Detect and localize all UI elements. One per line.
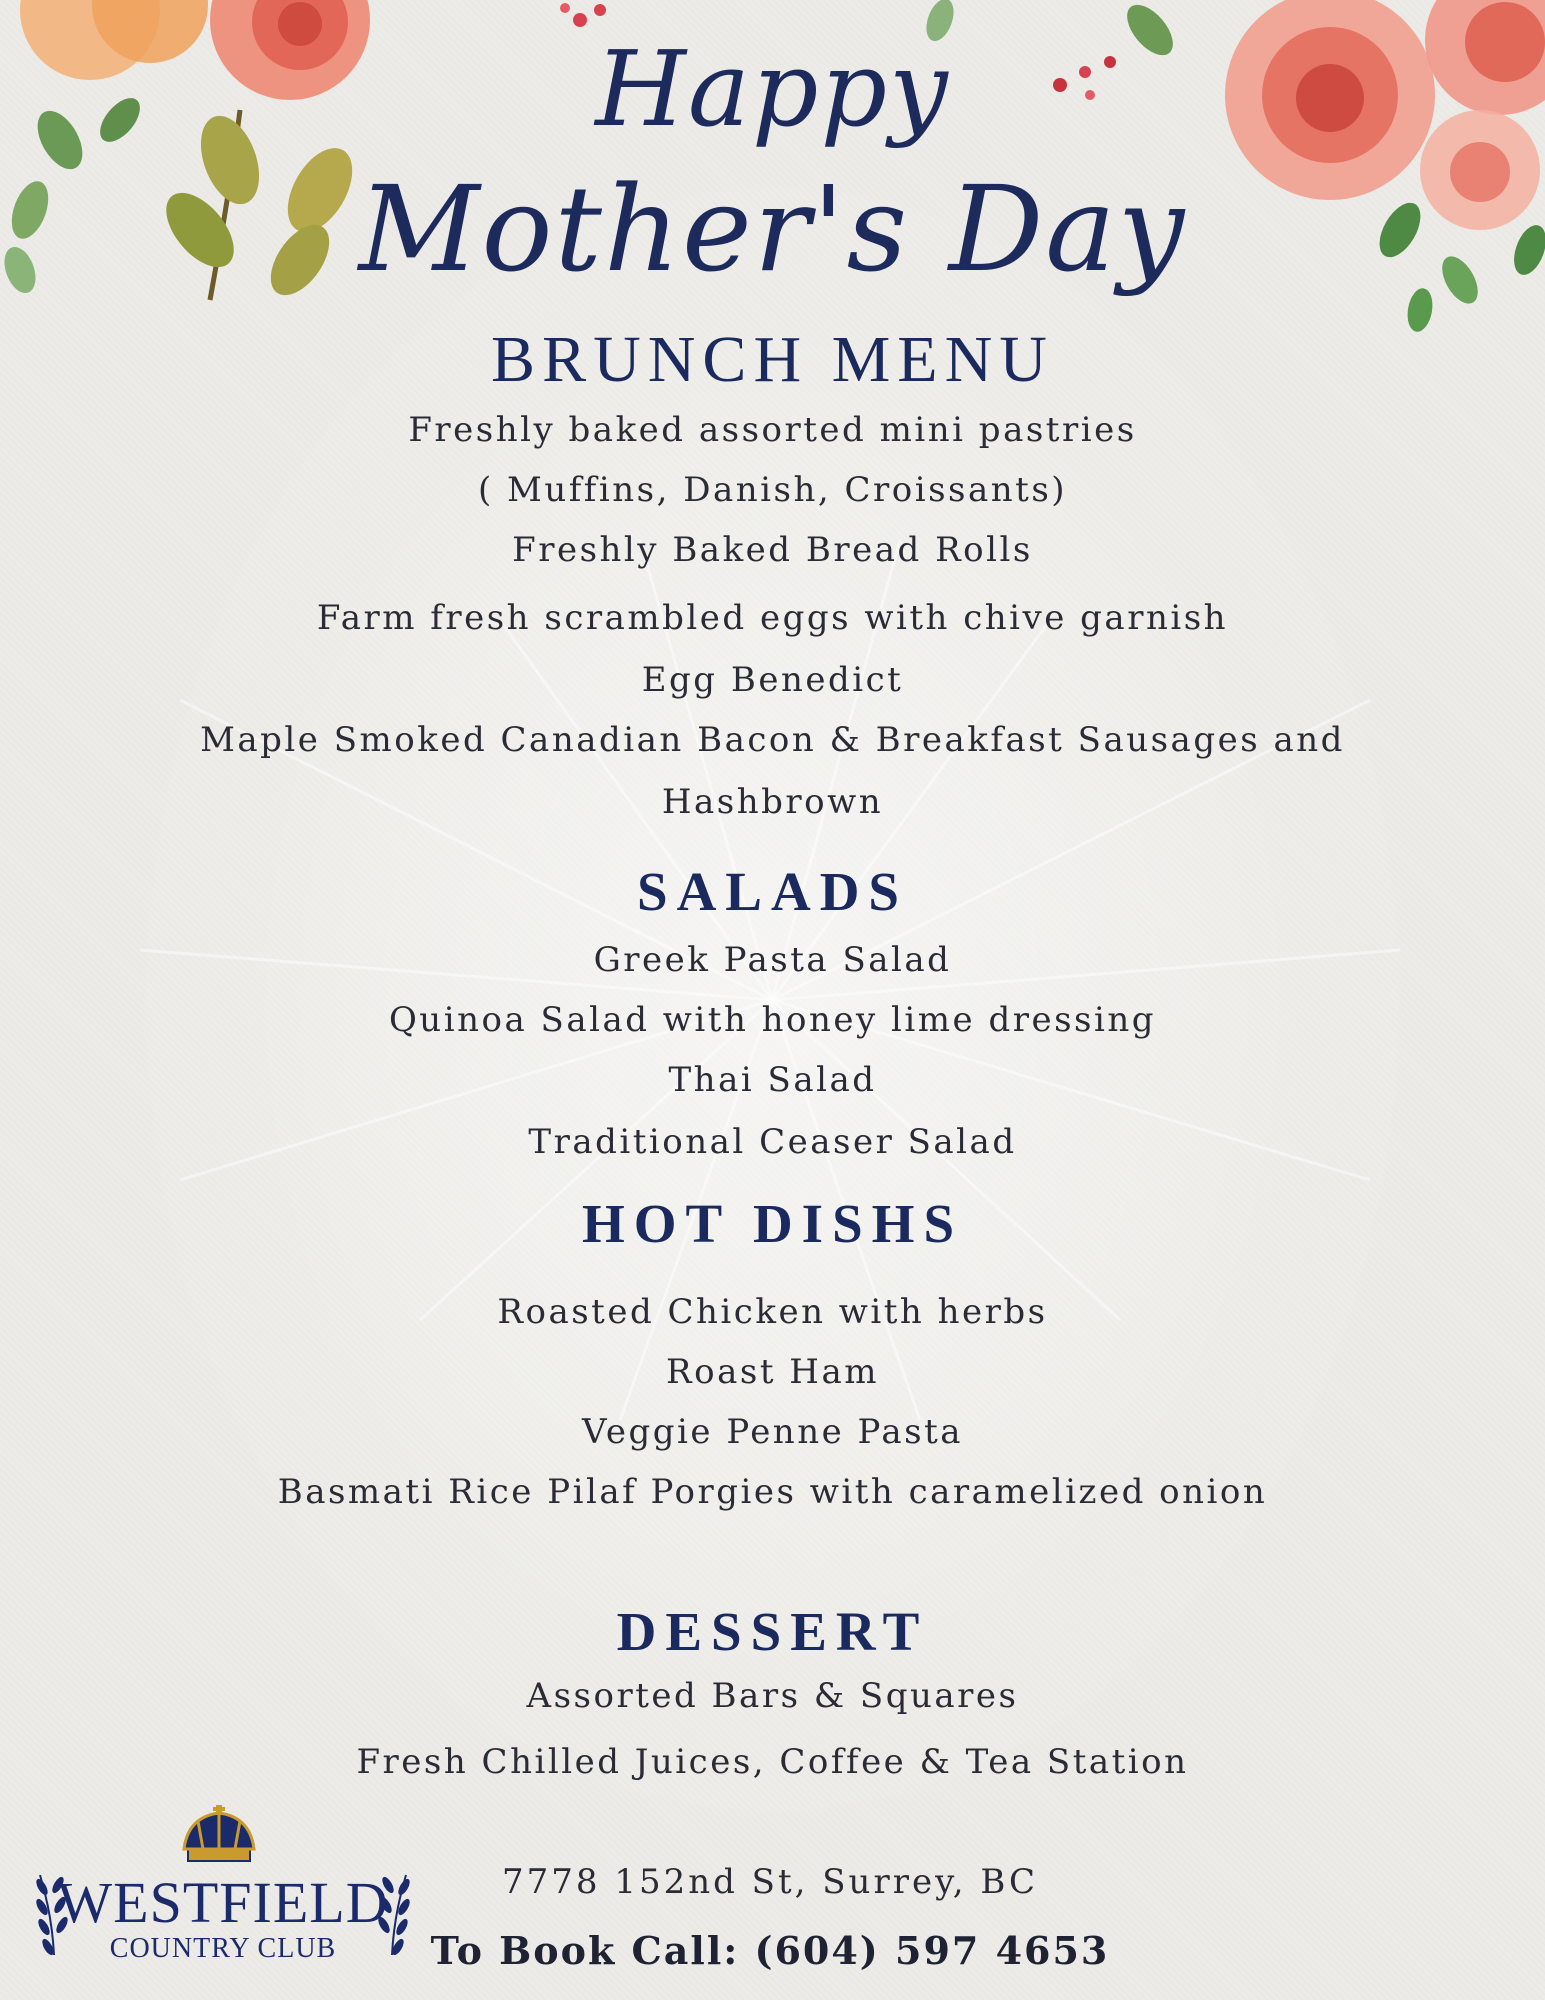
salads-heading: SALADS bbox=[636, 861, 909, 922]
menu-item: Quinoa Salad with honey lime dressing bbox=[388, 1000, 1157, 1040]
title-happy: Happy bbox=[595, 28, 950, 150]
address: 7778 152nd St, Surrey, BC bbox=[501, 1862, 1039, 1902]
menu-item: Roasted Chicken with herbs bbox=[497, 1292, 1048, 1332]
menu-item: Traditional Ceaser Salad bbox=[528, 1122, 1017, 1162]
menu-item: Hashbrown bbox=[661, 782, 884, 822]
menu-item: ( Muffins, Danish, Croissants) bbox=[477, 470, 1068, 510]
menu-item: Freshly Baked Bread Rolls bbox=[512, 530, 1033, 570]
menu-item: Basmati Rice Pilaf Porgies with caramelized onion bbox=[277, 1472, 1268, 1512]
menu-item: Roast Ham bbox=[666, 1352, 879, 1392]
logo-name: WESTFIELD bbox=[57, 1870, 389, 1935]
menu-item: Veggie Penne Pasta bbox=[581, 1412, 964, 1452]
menu-item: Assorted Bars & Squares bbox=[526, 1676, 1019, 1716]
menu-item: Egg Benedict bbox=[641, 660, 904, 700]
menu-item: Farm fresh scrambled eggs with chive garnish bbox=[316, 598, 1229, 638]
menu-item: Freshly baked assorted mini pastries bbox=[408, 410, 1137, 450]
logo-subtitle: COUNTRY CLUB bbox=[109, 1933, 337, 1964]
menu-item: Greek Pasta Salad bbox=[593, 940, 952, 980]
crown-icon bbox=[184, 1805, 254, 1861]
booking-phone: To Book Call: (604) 597 4653 bbox=[430, 1928, 1110, 1973]
menu-item: Thai Salad bbox=[668, 1060, 877, 1100]
title-mothers-day: Mother's Day bbox=[358, 160, 1187, 298]
menu-item: Maple Smoked Canadian Bacon & Breakfast Sausages and bbox=[200, 720, 1345, 760]
brunch-menu-heading: BRUNCH MENU bbox=[491, 323, 1054, 396]
dessert-heading: DESSERT bbox=[616, 1601, 929, 1662]
menu-item: Fresh Chilled Juices, Coffee & Tea Station bbox=[356, 1742, 1189, 1782]
hot-dishes-heading: HOT DISHS bbox=[581, 1193, 964, 1254]
